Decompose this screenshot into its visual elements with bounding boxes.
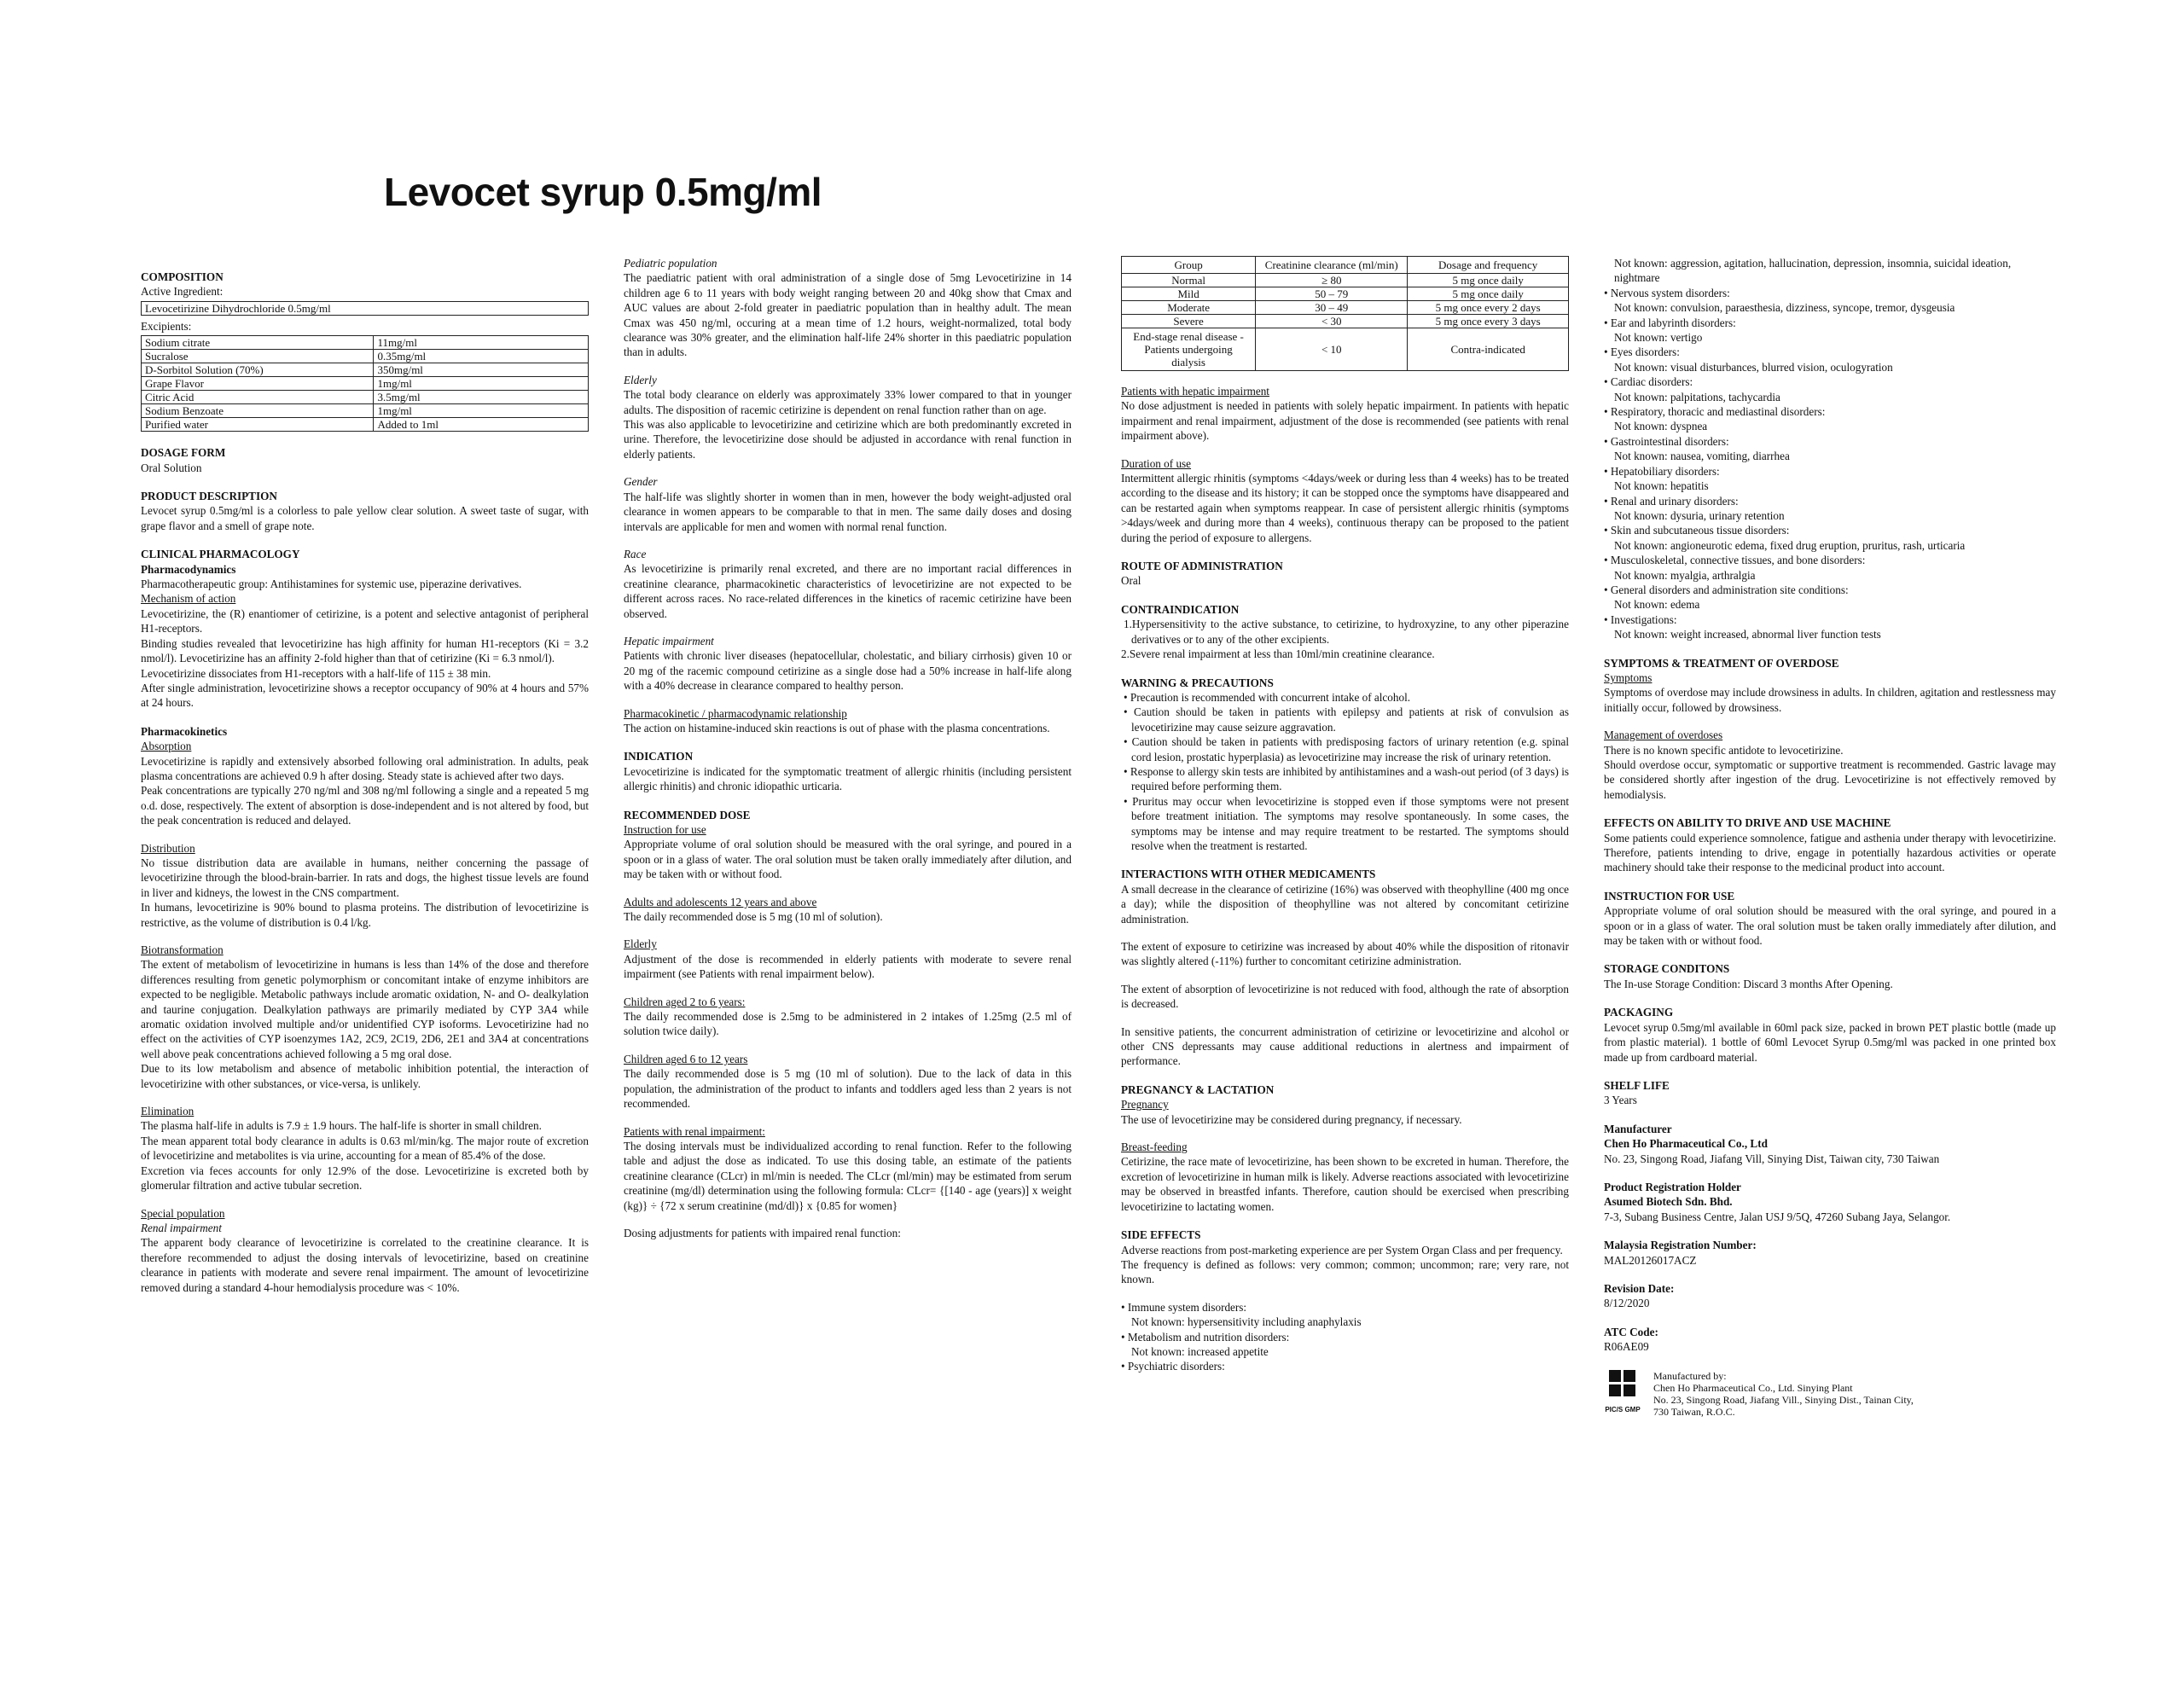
sub-heading: Mechanism of action bbox=[141, 592, 236, 606]
column-header: Dosage and frequency bbox=[1408, 257, 1569, 274]
sub-heading: Elimination bbox=[141, 1105, 195, 1118]
paragraph: Oral bbox=[1121, 574, 1141, 588]
sub-heading: Duration of use bbox=[1121, 456, 1192, 470]
table-cell: < 10 bbox=[1256, 328, 1408, 371]
paragraph: Appropriate volume of oral solution should be measured with the oral syringe, and poured in a spoon or in a glass of water. The oral solution must be taken orally immediately after dilution, and may be taken with or without food. bbox=[624, 838, 1072, 881]
list-item: • Precaution is recommended with concurrent intake of alcohol. bbox=[1124, 690, 1411, 704]
sub-heading: Pediatric population bbox=[624, 257, 717, 270]
sub-heading: Chen Ho Pharmaceutical Co., Ltd bbox=[1604, 1137, 1768, 1151]
paragraph: The daily recommended dose is 5 mg (10 ml of solution). Due to the lack of data in this population, the administration of the product to infants and toddlers aged less than 2 years is not recommended. bbox=[624, 1067, 1072, 1111]
paragraph: The daily recommended dose is 5 mg (10 ml of solution). bbox=[624, 910, 883, 924]
sub-heading: Patients with hepatic impairment bbox=[1121, 385, 1269, 398]
list-item: Not known: dysuria, urinary retention bbox=[1614, 508, 1785, 522]
table-row bbox=[1122, 301, 1569, 315]
mf-line: Chen Ho Pharmaceutical Co., Ltd. Sinying Plant bbox=[1653, 1381, 1853, 1394]
sub-heading: Asumed Biotech Sdn. Bhd. bbox=[1604, 1195, 1733, 1209]
table-cell: Sodium citrate bbox=[142, 336, 374, 350]
table-row bbox=[142, 301, 589, 315]
paragraph: The total body clearance on elderly was approximately 33% lower compared to that in younger adults. The disposition of racemic cetirizine is dependent on renal function rather than on age. bbox=[624, 388, 1072, 416]
list-item: Not known: dyspnea bbox=[1614, 420, 1708, 433]
manufactured-by-block bbox=[1604, 1370, 2056, 1418]
table-cell: 30 – 49 bbox=[1256, 301, 1408, 315]
sub-heading: Gender bbox=[624, 475, 658, 489]
paragraph: • Nervous system disorders: bbox=[1604, 286, 1730, 299]
paragraph: The dosing intervals must be individualized according to renal function. Refer to the following table and adjust the dose as indicated. To use this dosing table, an estimate of the patients creatinine clearance (CLcr) in ml/min is needed. The CLcr (ml/min) may be estimated from serum creatinine (mg/dl) determination using the following formula: CLcr= {[140 - age (years)] x weight (kg)} ÷ {72 x serum creatinine (md/dl)} x {0.85 for women} bbox=[624, 1139, 1072, 1212]
paragraph: The half-life was slightly shorter in women than in men, however the body weight-adjusted oral clearance in women appears to be comparable to that in men. The same daily doses and dosing intervals are applicable for men and women with normal renal function. bbox=[624, 490, 1072, 533]
paragraph: No. 23, Singong Road, Jiafang Vill, Sinying Dist, Taiwan city, 730 Taiwan bbox=[1604, 1152, 1940, 1165]
sub-heading: Renal impairment bbox=[141, 1221, 222, 1234]
list-item: • Response to allergy skin tests are inhibited by antihistamines and a wash-out period (of 3 days) is required before performing them. bbox=[1124, 764, 1569, 793]
paragraph: R06AE09 bbox=[1604, 1340, 1649, 1354]
paragraph: Cetirizine, the race mate of levocetirizine, has been shown to be excreted in human. Therefore, the excretion of levocetirizine in human milk is likely. Adverse reactions associated with levocetirizine may be observed in breastfed infants. Therefore, caution should be exercised when prescribing levocetirizine to lactating women. bbox=[1121, 1155, 1569, 1213]
section-heading: SIDE EFFECTS bbox=[1121, 1228, 1201, 1242]
paragraph: Due to its low metabolism and absence of metabolic inhibition potential, the interaction of levocetirizine with other substances, or vice-versa, is unlikely. bbox=[141, 1062, 589, 1090]
list-item: Not known: convulsion, paraesthesia, dizziness, syncope, tremor, dysgeusia bbox=[1614, 301, 1955, 315]
paragraph: • Renal and urinary disorders: bbox=[1604, 494, 1739, 508]
table-row bbox=[142, 404, 589, 418]
section-heading: DOSAGE FORM bbox=[141, 446, 226, 460]
section-heading: Pharmacokinetics bbox=[141, 724, 228, 738]
column-header: Group bbox=[1122, 257, 1256, 274]
paragraph: This was also applicable to levocetirizine and cetirizine which are both predominantly excreted in urine. Therefore, the levocetirizine dose should be adjusted in accordance with renal function in elderly patients. bbox=[624, 418, 1072, 461]
document-title: Levocet syrup 0.5mg/ml bbox=[384, 170, 822, 214]
table-cell: D-Sorbitol Solution (70%) bbox=[142, 363, 374, 377]
list-item: Not known: increased appetite bbox=[1131, 1344, 1269, 1358]
paragraph: Intermittent allergic rhinitis (symptoms <4days/week or during less than 4 weeks) has to be treated according to the disease and its history; it can be stopped once the symptoms have disappeared and can be restarted again when symptoms reappear. In case of persistent allergic rhinitis (symptoms >4days/week and during more than 4 weeks), continuous therapy can be proposed to the patient during the period of exposure to allergens. bbox=[1121, 472, 1569, 544]
table-cell: Grape Flavor bbox=[142, 377, 374, 391]
table-row bbox=[142, 350, 589, 363]
table-cell: Moderate bbox=[1122, 301, 1256, 315]
section-heading: PREGNANCY & LACTATION bbox=[1121, 1082, 1275, 1096]
sub-heading: Hepatic impairment bbox=[624, 634, 714, 647]
sub-heading: Patients with renal impairment: bbox=[624, 1124, 765, 1138]
sub-heading: Elderly bbox=[624, 373, 657, 386]
table-cell: 5 mg once daily bbox=[1408, 274, 1569, 287]
section-heading: Manufacturer bbox=[1604, 1122, 1672, 1135]
sub-heading: Symptoms bbox=[1604, 670, 1653, 684]
section-heading: INTERACTIONS WITH OTHER MEDICAMENTS bbox=[1121, 868, 1376, 881]
paragraph: No tissue distribution data are available in humans, neither concerning the passage of levocetirizine through the blood-brain-barrier. In rats and dogs, the highest tissue levels are found in liver and kidneys, the lowest in the CNS compartment. bbox=[141, 856, 589, 899]
table-cell: Levocetirizine Dihydrochloride 0.5mg/ml bbox=[142, 301, 589, 315]
section-heading: EFFECTS ON ABILITY TO DRIVE AND USE MACHINE bbox=[1604, 816, 1891, 830]
column-4-text bbox=[1604, 256, 2056, 1355]
table-cell: ≥ 80 bbox=[1256, 274, 1408, 287]
paragraph: Patients with chronic liver diseases (hepatocellular, cholestatic, and biliary cirrhosis) given 10 or 20 mg of the racemic compound cetirizine as a single dose had a 50% increase in half-life along with a 40% decrease in clearance compared to healthy person. bbox=[624, 649, 1072, 693]
list-item: Not known: vertigo bbox=[1614, 331, 1703, 345]
sub-heading: Adults and adolescents 12 years and above bbox=[624, 895, 817, 908]
table-cell: Contra-indicated bbox=[1408, 328, 1569, 371]
logo-label: PIC/S GMP bbox=[1605, 1406, 1641, 1413]
paragraph: • Ear and labyrinth disorders: bbox=[1604, 316, 1736, 329]
paragraph: 2.Severe renal impairment at less than 10ml/min creatinine clearance. bbox=[1121, 647, 1435, 661]
ingredient-table bbox=[141, 335, 589, 432]
table-row bbox=[1122, 274, 1569, 287]
paragraph: • Hepatobiliary disorders: bbox=[1604, 464, 1720, 478]
section-heading: Product Registration Holder bbox=[1604, 1180, 1741, 1193]
table-cell: 1mg/ml bbox=[374, 377, 589, 391]
list-item: Not known: weight increased, abnormal liver function tests bbox=[1614, 628, 1881, 641]
section-heading: SHELF LIFE bbox=[1604, 1078, 1670, 1092]
list-item: • Pruritus may occur when levocetirizine is stopped even if those symptoms were not present before treatment initiation. The symptoms may resolve spontaneously. In some cases, the symptoms may be intense and may require treatment to be restarted. The symptoms should resolve when the treatment is restarted. bbox=[1124, 794, 1569, 852]
paragraph: Adjustment of the dose is recommended in elderly patients with moderate to severe renal impairment (see Patients with renal impairment below). bbox=[624, 952, 1072, 981]
table-cell: 5 mg once every 2 days bbox=[1408, 301, 1569, 315]
section-heading: STORAGE CONDITONS bbox=[1604, 962, 1730, 976]
paragraph: Peak concentrations are typically 270 ng/ml and 308 ng/ml following a single and a repeated 5 mg o.d. dose, respectively. The extent of absorption is dose-independent and is not altered by food, but the peak concentration is reduced and delayed. bbox=[141, 784, 589, 827]
paragraph: • Musculoskeletal, connective tissues, and bone disorders: bbox=[1604, 554, 1866, 567]
section-heading: PACKAGING bbox=[1604, 1006, 1674, 1019]
list-item: Not known: hepatitis bbox=[1614, 479, 1709, 493]
column-1 bbox=[141, 256, 589, 1295]
paragraph: Levocetirizine dissociates from H1-receptors with a half-life of 115 ± 38 min. bbox=[141, 666, 491, 680]
sub-heading: Children aged 2 to 6 years: bbox=[624, 995, 746, 1008]
section-heading: SYMPTOMS & TREATMENT OF OVERDOSE bbox=[1604, 656, 1839, 670]
paragraph: No dose adjustment is needed in patients with solely hepatic impairment. In patients with hepatic impairment and renal impairment, adjustment of the dose is recommended (see patients with renal impairment above). bbox=[1121, 399, 1569, 443]
paragraph: The In-use Storage Condition: Discard 3 months After Opening. bbox=[1604, 977, 1893, 990]
dosing-table bbox=[1121, 256, 1569, 371]
column-4 bbox=[1604, 256, 2056, 1418]
paragraph: In sensitive patients, the concurrent administration of cetirizine or levocetirizine and alcohol or other CNS depressants may cause additional reductions in alertness and impairment of performance. bbox=[1121, 1024, 1569, 1068]
table-row bbox=[142, 336, 589, 350]
paragraph: • Skin and subcutaneous tissue disorders: bbox=[1604, 524, 1790, 537]
section-heading: RECOMMENDED DOSE bbox=[624, 808, 751, 821]
paragraph: Oral Solution bbox=[141, 461, 202, 474]
section-heading: CONTRAINDICATION bbox=[1121, 602, 1240, 616]
paragraph: Levocetirizine, the (R) enantiomer of cetirizine, is a potent and selective antagonist of peripheral H1-receptors. bbox=[141, 607, 589, 636]
list-item: • Caution should be taken in patients with epilepsy and patients at risk of convulsion as levocetirizine may cause seizure aggravation. bbox=[1124, 705, 1569, 734]
paragraph: The apparent body clearance of levocetirizine is correlated to the creatinine clearance. It is therefore recommended to adjust the dosing intervals of levocetirizine, based on creatinine clearance in patients with moderate and severe renal impairment. The amount of levocetirizine removed during a standard 4-hour hemodialysis procedure was < 10%. bbox=[141, 1236, 589, 1294]
paragraph: • Immune system disorders: bbox=[1121, 1300, 1247, 1314]
paragraph: Active Ingredient: bbox=[141, 285, 224, 299]
mf-line: 730 Taiwan, R.O.C. bbox=[1653, 1405, 1735, 1418]
table-row bbox=[1122, 315, 1569, 328]
sub-heading: Pharmacokinetic / pharmacodynamic relationship bbox=[624, 706, 847, 720]
table-cell: 50 – 79 bbox=[1256, 287, 1408, 301]
section-heading: WARNING & PRECAUTIONS bbox=[1121, 676, 1274, 689]
paragraph: • Gastrointestinal disorders: bbox=[1604, 434, 1729, 448]
paragraph: The action on histamine-induced skin reactions is out of phase with the plasma concentrations. bbox=[624, 721, 1050, 734]
paragraph: Excretion via feces accounts for only 12.9% of the dose. Levocetirizine is excreted both by glomerular filtration and active tubular secretion. bbox=[141, 1164, 589, 1193]
table-cell: 350mg/ml bbox=[374, 363, 589, 377]
paragraph: Adverse reactions from post-marketing experience are per System Organ Class and per frequency. bbox=[1121, 1243, 1563, 1257]
table-cell: < 30 bbox=[1256, 315, 1408, 328]
sub-heading: Distribution bbox=[141, 841, 195, 855]
section-heading: INDICATION bbox=[624, 750, 694, 763]
paragraph: Dosing adjustments for patients with impaired renal function: bbox=[624, 1226, 901, 1239]
paragraph: Pharmacotherapeutic group: Antihistamines for systemic use, piperazine derivatives. bbox=[141, 578, 522, 591]
section-heading: ATC Code: bbox=[1604, 1325, 1658, 1338]
paragraph: Levocet syrup 0.5mg/ml available in 60ml pack size, packed in brown PET plastic bottle (made up from plastic material). 1 bottle of 60ml Levocet Syrup 0.5mg/ml was packed in one printed box made up from cardboard material. bbox=[1604, 1020, 2056, 1064]
list-item: • Caution should be taken in patients with predisposing factors of urinary retention (e.g. spinal cord lesion, prostatic hyperplasia) as levocetirizine may increase the risk of urinary retention. bbox=[1124, 735, 1569, 763]
section-heading: PRODUCT DESCRIPTION bbox=[141, 490, 277, 503]
paragraph: The plasma half-life in adults is 7.9 ± 1.9 hours. The half-life is shorter in small children. bbox=[141, 1119, 542, 1133]
table-row bbox=[1122, 328, 1569, 371]
column-header: Creatinine clearance (ml/min) bbox=[1256, 257, 1408, 274]
list-item: Not known: hypersensitivity including anaphylaxis bbox=[1131, 1315, 1362, 1329]
table-cell: 5 mg once every 3 days bbox=[1408, 315, 1569, 328]
table-cell: 3.5mg/ml bbox=[374, 391, 589, 404]
sub-heading: Instruction for use bbox=[624, 823, 706, 836]
manufactured-by-text bbox=[1653, 1370, 1914, 1418]
pics-gmp-icon bbox=[1609, 1370, 1636, 1397]
paragraph: The extent of absorption of levocetirizine is not reduced with food, although the rate of absorption is decreased. bbox=[1121, 982, 1569, 1011]
paragraph: 3 Years bbox=[1604, 1094, 1637, 1107]
table-cell: Mild bbox=[1122, 287, 1256, 301]
sub-heading: Race bbox=[624, 547, 647, 560]
paragraph: The extent of metabolism of levocetirizine in humans is less than 14% of the dose and therefore differences resulting from genetic polymorphism or concomitant intake of enzyme inhibitors are expected to be negligible. Metabolic pathways include aromatic oxidation, N- and O- dealkylation and taurine conjugation. Dealkylation pathways are primarily mediated by CYP 3A4 while aromatic oxidation involved multiple and/or unidentified CYP isoforms. Levocetirizine had no effect on the activities of CYP isoenzymes 1A2, 2C9, 2C19, 2D6, 2E1 and 3A4 at concentrations well above peak concentrations achieved following a 5 mg oral dose. bbox=[141, 958, 589, 1060]
table-row bbox=[142, 391, 589, 404]
table-row bbox=[142, 418, 589, 432]
paragraph: • Metabolism and nutrition disorders: bbox=[1121, 1330, 1290, 1344]
table-cell: Purified water bbox=[142, 418, 374, 432]
table-cell: Sodium Benzoate bbox=[142, 404, 374, 418]
paragraph: Symptoms of overdose may include drowsiness in adults. In children, agitation and restlessness may initially occur, followed by drowsiness. bbox=[1604, 686, 2056, 714]
paragraph: In humans, levocetirizine is 90% bound to plasma proteins. The distribution of levocetirizine is restrictive, as the volume of distribution is 0.4 l/kg. bbox=[141, 901, 589, 929]
table-cell: 0.35mg/ml bbox=[374, 350, 589, 363]
list-item: Not known: aggression, agitation, hallucination, depression, insomnia, suicidal ideation, nightmare bbox=[1614, 257, 2012, 285]
paragraph: • Cardiac disorders: bbox=[1604, 375, 1693, 389]
paragraph: MAL20126017ACZ bbox=[1604, 1253, 1697, 1267]
sub-heading: Breast-feeding bbox=[1121, 1141, 1188, 1154]
paragraph: • Respiratory, thoracic and mediastinal disorders: bbox=[1604, 405, 1826, 419]
paragraph: • General disorders and administration site conditions: bbox=[1604, 583, 1849, 596]
table-row bbox=[1122, 287, 1569, 301]
paragraph: The paediatric patient with oral administration of a single dose of 5mg Levocetirizine in 14 children age 6 to 11 years with body weight ranging between 20 and 40kg show that Cmax and AUC values are about 2-fold greater in paediatric population than in healthy adult. The mean Cmax was 450 ng/ml, occuring at a mean time of 1.2 hours, weight-normalized, total body clearance was 30% greater, and the elimination half-life 24% shorter in this paediatric population than in adults. bbox=[624, 271, 1072, 359]
sub-heading: Children aged 6 to 12 years bbox=[624, 1052, 748, 1065]
paragraph: Levocetirizine is rapidly and extensively absorbed following oral administration. In adults, peak plasma concentrations are achieved 0.9 h after dosing. Steady state is achieved after two days. bbox=[141, 754, 589, 782]
table-cell: 11mg/ml bbox=[374, 336, 589, 350]
table-cell: Added to 1ml bbox=[374, 418, 589, 432]
paragraph: 8/12/2020 bbox=[1604, 1297, 1650, 1310]
paragraph: A small decrease in the clearance of cetirizine (16%) was observed with theophylline (400 mg once a day); while the disposition of theophylline was not altered by concomitant cetirizine administration. bbox=[1121, 882, 1569, 926]
table-header-row bbox=[1122, 257, 1569, 274]
paragraph: • Eyes disorders: bbox=[1604, 345, 1680, 359]
paragraph: Levocetirizine is indicated for the symptomatic treatment of allergic rhinitis (including persistent allergic rhinitis) and chronic idiopathic urticaria. bbox=[624, 764, 1072, 793]
paragraph: The mean apparent total body clearance in adults is 0.63 ml/min/kg. The major route of excretion of levocetirizine and metabolites is via urine, accounting for a mean of 85.4% of the dose. bbox=[141, 1134, 589, 1163]
list-item: Not known: edema bbox=[1614, 598, 1700, 612]
table-cell: Sucralose bbox=[142, 350, 374, 363]
table-cell: 5 mg once daily bbox=[1408, 287, 1569, 301]
paragraph: Binding studies revealed that levocetirizine has high affinity for human H1-receptors (Ki = 3.2 nmol/l). Levocetirizine has an affinity 2-fold higher than that of cetirizine (Ki = 6.3 nmol/l). bbox=[141, 636, 589, 665]
paragraph: There is no known specific antidote to levocetirizine. bbox=[1604, 743, 1844, 757]
paragraph: The frequency is defined as follows: very common; common; uncommon; rare; very rare, not known. bbox=[1121, 1257, 1569, 1286]
paragraph: The use of levocetirizine may be considered during pregnancy, if necessary. bbox=[1121, 1112, 1462, 1126]
list-item: Not known: nausea, vomiting, diarrhea bbox=[1614, 450, 1790, 463]
column-2 bbox=[624, 256, 1072, 1240]
list-item: 1.Hypersensitivity to the active substance, to cetirizine, to hydroxyzine, to any other piperazine derivatives or to any of the other excipients. bbox=[1124, 618, 1569, 646]
pics-gmp-logo bbox=[1604, 1370, 1641, 1418]
paragraph: Should overdose occur, symptomatic or supportive treatment is recommended. Gastric lavage may be considered shortly after ingestion of the drug. Levocetirizine is not effectively removed by hemodialysis. bbox=[1604, 758, 2056, 801]
sub-heading: Special population bbox=[141, 1206, 225, 1220]
paragraph: Levocet syrup 0.5mg/ml is a colorless to pale yellow clear solution. A sweet taste of sugar, with grape flavor and a smell of grape note. bbox=[141, 504, 589, 532]
table-row bbox=[142, 377, 589, 391]
ingredient-table bbox=[141, 301, 589, 316]
paragraph: After single administration, levocetirizine shows a receptor occupancy of 90% at 4 hours and 57% at 24 hours. bbox=[141, 681, 589, 710]
paragraph: As levocetirizine is primarily renal excreted, and there are no important racial differences in creatinine clearance, pharmacokinetic characteristics of levocetirizine are not expected to be different across races. No race-related differences in the kinetics of racemic cetirizine have been observed. bbox=[624, 562, 1072, 620]
column-3-text bbox=[1121, 384, 1569, 1374]
section-heading: INSTRUCTION FOR USE bbox=[1604, 889, 1735, 903]
mf-line: Manufactured by: bbox=[1653, 1369, 1727, 1382]
list-item: Not known: visual disturbances, blurred vision, oculogyration bbox=[1614, 360, 1893, 374]
paragraph: Appropriate volume of oral solution should be measured with the oral syringe, and poured in a spoon or in a glass of water. The oral solution must be taken orally immediately after dilution, and may be taken with or without food. bbox=[1604, 904, 2056, 948]
sub-heading: Management of overdoses bbox=[1604, 728, 1723, 742]
sub-heading: Elderly bbox=[624, 937, 657, 951]
section-heading: CLINICAL PHARMACOLOGY bbox=[141, 548, 300, 561]
list-item: Not known: palpitations, tachycardia bbox=[1614, 390, 1780, 403]
section-heading: Revision Date: bbox=[1604, 1281, 1675, 1295]
table-cell: Severe bbox=[1122, 315, 1256, 328]
paragraph: • Investigations: bbox=[1604, 612, 1677, 626]
column-3 bbox=[1121, 256, 1569, 1374]
dosing-table-container bbox=[1121, 256, 1569, 371]
section-heading: ROUTE OF ADMINISTRATION bbox=[1121, 560, 1283, 573]
table-cell: Normal bbox=[1122, 274, 1256, 287]
paragraph: The daily recommended dose is 2.5mg to be administered in 2 intakes of 1.25mg (2.5 ml of solution twice daily). bbox=[624, 1010, 1072, 1038]
paragraph: 7-3, Subang Business Centre, Jalan USJ 9/5Q, 47260 Subang Jaya, Selangor. bbox=[1604, 1210, 1951, 1223]
section-heading: COMPOSITION bbox=[141, 270, 224, 283]
table-row bbox=[142, 363, 589, 377]
list-item: Not known: myalgia, arthralgia bbox=[1614, 568, 1756, 582]
paragraph: Excipients: bbox=[141, 319, 192, 333]
sub-heading: Pregnancy bbox=[1121, 1098, 1169, 1111]
sub-heading: Biotransformation bbox=[141, 943, 224, 956]
paragraph: Some patients could experience somnolence, fatigue and asthenia under therapy with levocetirizine. Therefore, patients intending to drive, engage in potentially hazardous activities or operate machinery should take their response to the medicinal product into account. bbox=[1604, 831, 2056, 874]
sub-heading: Absorption bbox=[141, 740, 192, 753]
sub-heading: Pharmacodynamics bbox=[141, 562, 236, 576]
paragraph: The extent of exposure to cetirizine was increased by about 40% while the disposition of ritonavir was slightly altered (-11%) further to concomitant cetirizine administration. bbox=[1121, 940, 1569, 968]
list-item: Not known: angioneurotic edema, fixed drug eruption, pruritus, rash, urticaria bbox=[1614, 538, 1966, 552]
table-cell: End-stage renal disease - Patients undergoing dialysis bbox=[1122, 328, 1256, 371]
mf-line: No. 23, Singong Road, Jiafang Vill., Sinying Dist., Tainan City, bbox=[1653, 1393, 1914, 1406]
paragraph: • Psychiatric disorders: bbox=[1121, 1360, 1225, 1373]
table-cell: 1mg/ml bbox=[374, 404, 589, 418]
section-heading: Malaysia Registration Number: bbox=[1604, 1239, 1757, 1252]
table-cell: Citric Acid bbox=[142, 391, 374, 404]
